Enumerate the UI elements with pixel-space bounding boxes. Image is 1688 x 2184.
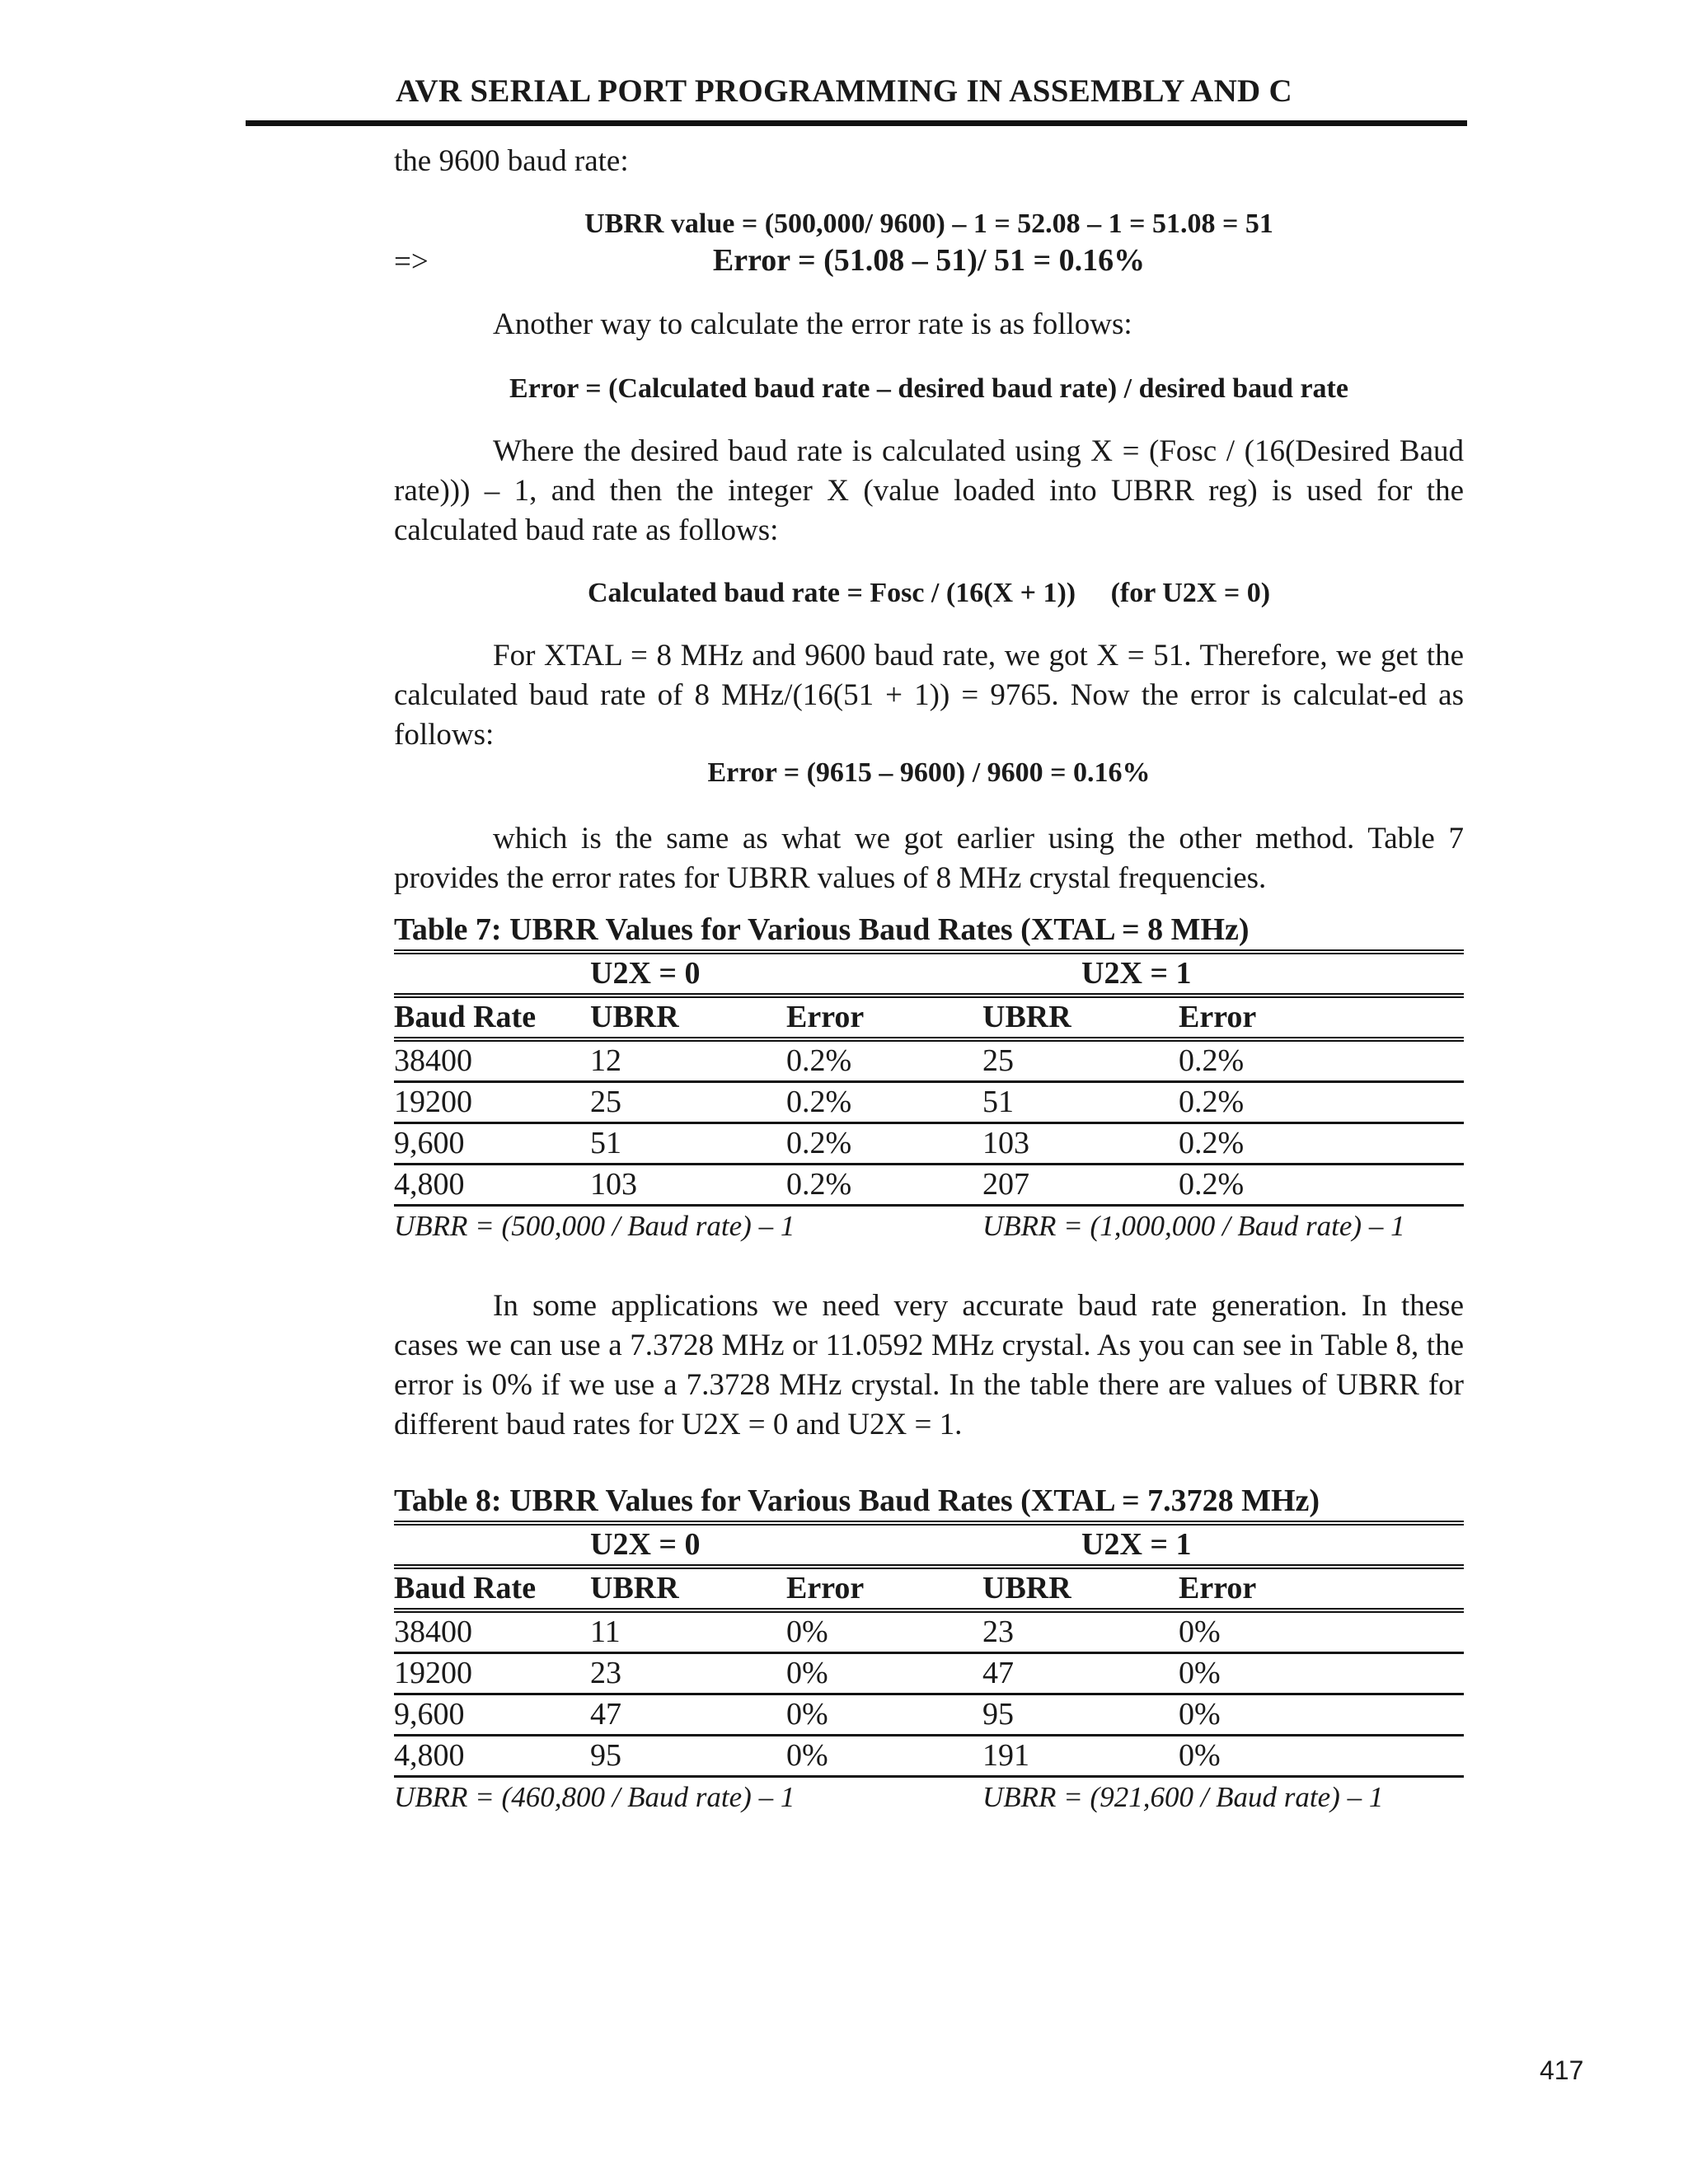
paragraph-another-way: Another way to calculate the error rate is as follows:: [493, 307, 1132, 341]
table-cell: 4,800: [394, 1736, 590, 1777]
table8-header: Error: [786, 1567, 982, 1610]
table-cell: 9,600: [394, 1123, 590, 1165]
table7-group-u2x1: U2X = 1: [982, 952, 1464, 996]
running-header: AVR SERIAL PORT PROGRAMMING IN ASSEMBLY AND C: [395, 73, 1293, 109]
table7-formula-row: [394, 1206, 1464, 1246]
paragraph-desired-baud: Where the desired baud rate is calculated using X = (Fosc / (16(Desired Baud rate))) – 1, and then the integer X (value loaded into UBRR reg) is used for the calculated baud rate as follows:: [394, 434, 1464, 547]
table-cell: 95: [590, 1736, 786, 1777]
table-cell: 12: [590, 1039, 786, 1082]
table8-header: Baud Rate: [394, 1567, 590, 1610]
table-cell: 25: [982, 1039, 1179, 1082]
table-cell: 51: [590, 1123, 786, 1165]
table-cell: 0.2%: [786, 1123, 982, 1165]
table-cell: 191: [982, 1736, 1179, 1777]
table-cell: 51: [982, 1082, 1179, 1123]
table8-formula-u2x1: UBRR = (921,600 / Baud rate) – 1: [982, 1781, 1384, 1813]
table7-caption: Table 7: UBRR Values for Various Baud Rates (XTAL = 8 MHz): [394, 912, 1250, 947]
table-cell: 0%: [1179, 1610, 1464, 1653]
equation-ubrr-value: UBRR value = (500,000/ 9600) – 1 = 52.08 – 1 = 51.08 = 51: [584, 209, 1273, 239]
table-row: [394, 1123, 1464, 1165]
table7-header: Error: [1179, 996, 1464, 1039]
table-cell: 0%: [786, 1610, 982, 1653]
equation-error-formula: Error = (Calculated baud rate – desired baud rate) / desired baud rate: [509, 373, 1348, 404]
table-cell: 0.2%: [1179, 1039, 1464, 1082]
table-cell: 0.2%: [786, 1082, 982, 1123]
table8-header: UBRR: [590, 1567, 786, 1610]
table-cell: 11: [590, 1610, 786, 1653]
equation-error-example: Error = (9615 – 9600) / 9600 = 0.16%: [707, 757, 1151, 788]
table7-header: Baud Rate: [394, 996, 590, 1039]
table-cell: 19200: [394, 1082, 590, 1123]
table-cell: 38400: [394, 1610, 590, 1653]
table-cell: 0%: [1179, 1653, 1464, 1694]
table-cell: 38400: [394, 1039, 590, 1082]
table-cell: 47: [590, 1694, 786, 1736]
table7-group-row: [394, 952, 1464, 996]
table-cell: 0.2%: [1179, 1082, 1464, 1123]
table-row: [394, 1610, 1464, 1653]
table-cell: 0.2%: [786, 1165, 982, 1206]
table-cell: 23: [982, 1610, 1179, 1653]
table8-caption: Table 8: UBRR Values for Various Baud Rates (XTAL = 7.3728 MHz): [394, 1483, 1320, 1518]
table8-formula-u2x0: UBRR = (460,800 / Baud rate) – 1: [394, 1781, 795, 1813]
table7-group-u2x0: U2X = 0: [590, 952, 982, 996]
table8-formula-row: [394, 1777, 1464, 1817]
table-cell: 4,800: [394, 1165, 590, 1206]
table-cell: 0%: [786, 1736, 982, 1777]
table8-header: UBRR: [982, 1567, 1179, 1610]
table-row: [394, 1694, 1464, 1736]
table7-header: UBRR: [590, 996, 786, 1039]
page-number: 417: [1540, 2055, 1584, 2085]
equation-error-row: [394, 242, 1464, 279]
table8-header-row: [394, 1567, 1464, 1610]
table-cell: 103: [982, 1123, 1179, 1165]
paragraph-same-result: which is the same as what we got earlier using the other method. Table 7 provides the error rates for UBRR values of 8 MHz crystal frequencies.: [394, 822, 1464, 895]
table-row: [394, 1653, 1464, 1694]
table8-header: Error: [1179, 1567, 1464, 1610]
table-cell: 9,600: [394, 1694, 590, 1736]
table7: [394, 949, 1464, 1245]
lead-text: the 9600 baud rate:: [394, 144, 629, 178]
table-cell: 23: [590, 1653, 786, 1694]
page-body: [394, 142, 1464, 1816]
table8-group-u2x1: U2X = 1: [982, 1523, 1464, 1567]
table-row: [394, 1736, 1464, 1777]
table-row: [394, 1165, 1464, 1206]
equation-calculated-baud: Calculated baud rate = Fosc / (16(X + 1)) (for U2X = 0): [587, 578, 1271, 608]
table-cell: 0.2%: [1179, 1165, 1464, 1206]
table8: [394, 1521, 1464, 1816]
table-row: [394, 1039, 1464, 1082]
table7-header: UBRR: [982, 996, 1179, 1039]
paragraph-xtal-example: For XTAL = 8 MHz and 9600 baud rate, we got X = 51. Therefore, we get the calculated baud rate of 8 MHz/(16(51 + 1)) = 9765. Now the error is calculat-ed as follows:: [394, 639, 1464, 752]
table-cell: 95: [982, 1694, 1179, 1736]
table-row: [394, 1082, 1464, 1123]
table-cell: 25: [590, 1082, 786, 1123]
header-rule: [246, 120, 1467, 126]
table7-header-row: [394, 996, 1464, 1039]
table7-header: Error: [786, 996, 982, 1039]
table-cell: 0%: [786, 1653, 982, 1694]
table-cell: 19200: [394, 1653, 590, 1694]
table8-group-u2x0: U2X = 0: [590, 1523, 982, 1567]
table-cell: 47: [982, 1653, 1179, 1694]
paragraph-accurate-baud: In some applications we need very accurate baud rate generation. In these cases we can use a 7.3728 MHz or 11.0592 MHz crystal. As you can see in Table 8, the error is 0% if we use a 7.3728 MHz crystal. In the table there are values of UBRR for different baud rates for U2X = 0 and U2X = 1.: [394, 1289, 1464, 1441]
table-cell: 0%: [1179, 1694, 1464, 1736]
table7-formula-u2x0: UBRR = (500,000 / Baud rate) – 1: [394, 1210, 795, 1242]
table-cell: 103: [590, 1165, 786, 1206]
table-cell: 0.2%: [1179, 1123, 1464, 1165]
table-cell: 0%: [786, 1694, 982, 1736]
table8-group-row: [394, 1523, 1464, 1567]
table7-formula-u2x1: UBRR = (1,000,000 / Baud rate) – 1: [982, 1210, 1405, 1242]
table-cell: 207: [982, 1165, 1179, 1206]
table-cell: 0%: [1179, 1736, 1464, 1777]
table-cell: 0.2%: [786, 1039, 982, 1082]
equation-error: Error = (51.08 – 51)/ 51 = 0.16%: [712, 243, 1146, 278]
implies-arrow: =>: [394, 245, 429, 279]
